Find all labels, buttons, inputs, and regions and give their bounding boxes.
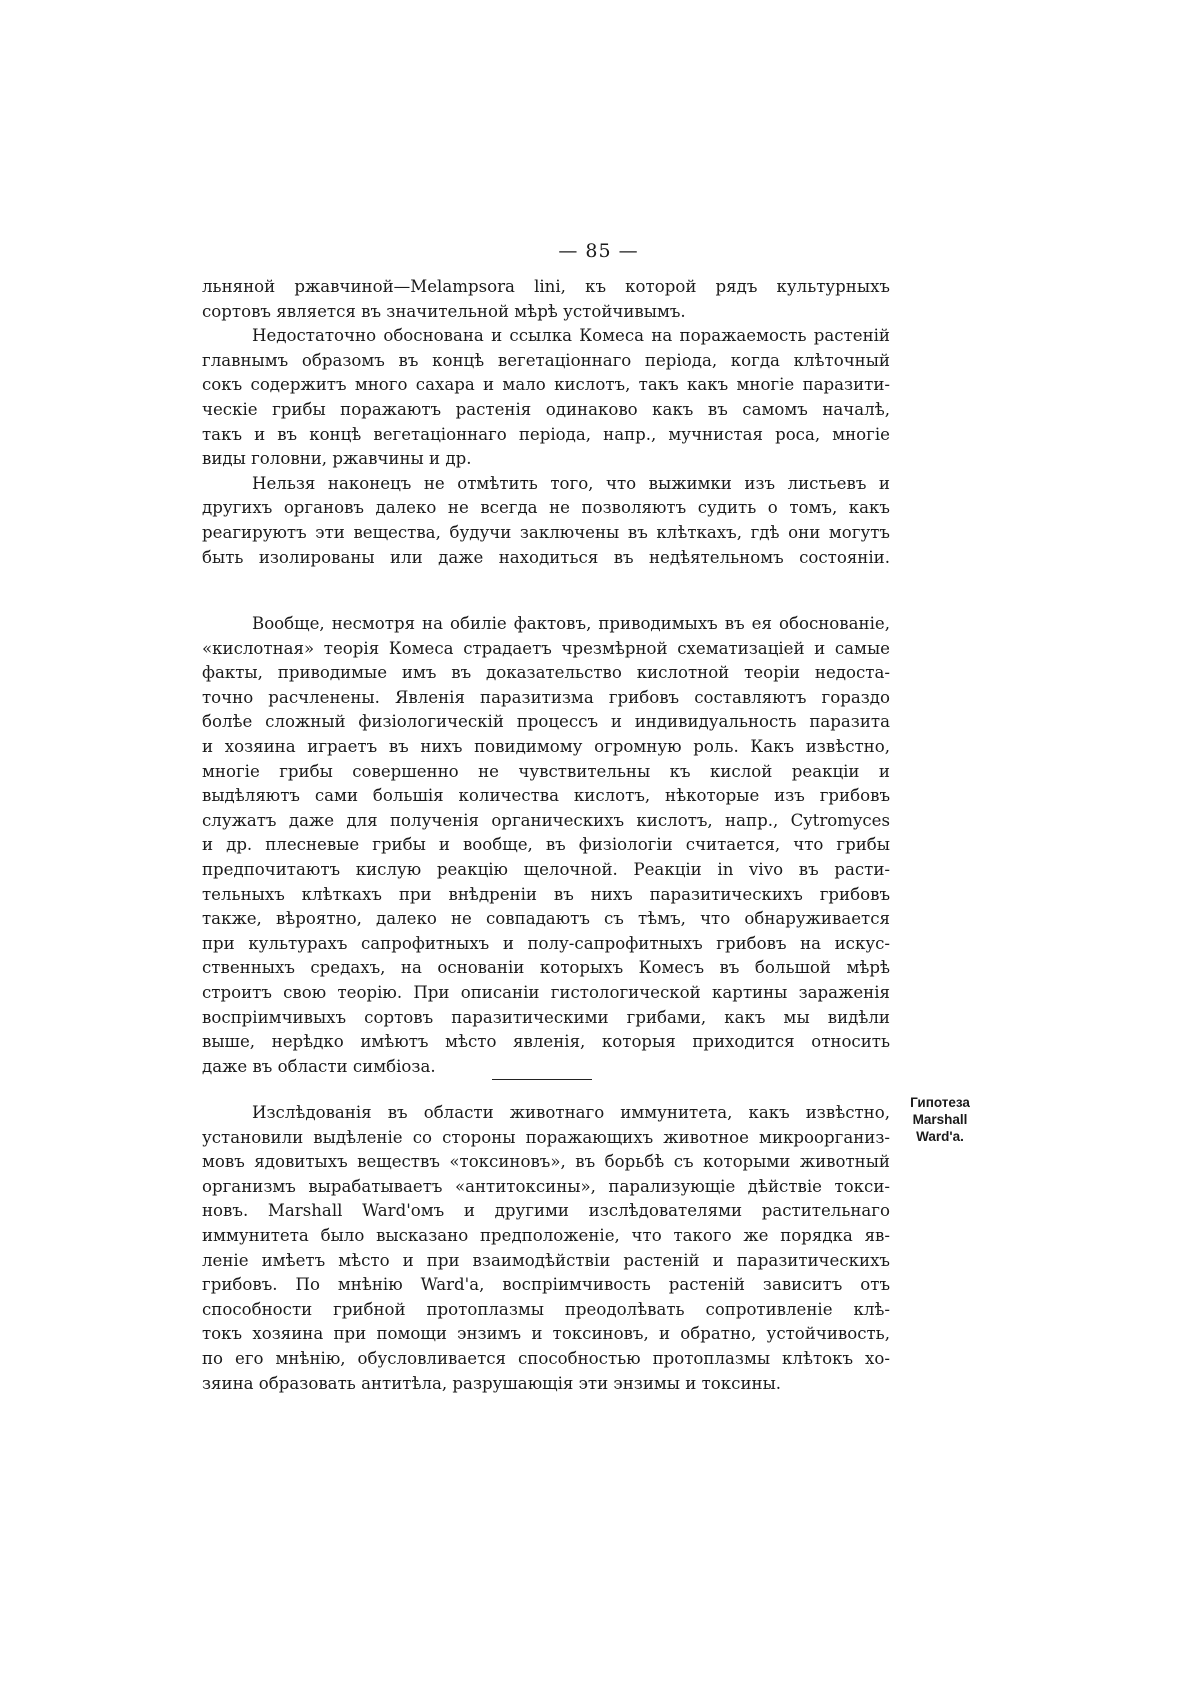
text-line: Изслѣдованія въ области животнаго иммунитета, какъ извѣстно,: [252, 1103, 890, 1122]
text-line: токъ хозяина при помощи энзимъ и токсиновъ, и обратно, устойчивость,: [202, 1324, 890, 1344]
text-line: строитъ свою теорію. При описаніи гистологической картины зараженія: [202, 982, 890, 1002]
text-line: тельныхъ клѣткахъ при внѣдреніи въ нихъ паразитическихъ грибовъ: [202, 884, 890, 904]
text-line: организмъ вырабатываетъ «антитоксины», парализующіе дѣйствіе токси-: [202, 1176, 890, 1196]
text-line: виды головни, ржавчины и др.: [202, 449, 472, 469]
margin-note-line: Гипотеза: [910, 1095, 970, 1110]
text-line: способности грибной протоплазмы преодолѣвать сопротивленіе клѣ-: [202, 1299, 890, 1319]
text-block-2: [202, 612, 890, 1079]
text-line: «кислотная» теорія Комеса страдаетъ чрезмѣрной схематизаціей и самые: [202, 638, 890, 658]
text-line: Нельзя наконецъ не отмѣтить того, что выжимки изъ листьевъ и: [252, 473, 890, 493]
text-line: факты, приводимые имъ въ доказательство кислотной теоріи недоста-: [202, 663, 890, 683]
text-line: быть изолированы или даже находиться въ недѣятельномъ состояніи.: [202, 547, 890, 567]
text-line: по его мнѣнію, обусловливается способностью протоплазмы клѣтокъ хо-: [202, 1348, 890, 1368]
text-block-1: [202, 275, 890, 570]
text-line: Недостаточно обоснована и ссылка Комеса на поражаемость растеній: [252, 326, 890, 346]
text-line: ческіе грибы поражаютъ растенія одинаково какъ въ самомъ началѣ,: [202, 399, 890, 419]
paragraph-5: [202, 1101, 890, 1396]
text-line: и др. плесневые грибы и вообще, въ физіологіи считается, что грибы: [202, 835, 890, 855]
text-line: предпочитаютъ кислую реакцію щелочной. Реакціи in vivo въ расти-: [202, 859, 890, 879]
text-line: сортовъ является въ значительной мѣрѣ устойчивымъ.: [202, 301, 686, 321]
text-line: грибовъ. По мнѣнію Ward'a, воспріимчивость растеній зависитъ отъ: [202, 1275, 890, 1295]
paragraph-1: [202, 275, 890, 324]
text-line: леніе имѣетъ мѣсто и при взаимодѣйствіи растеній и паразитическихъ: [202, 1250, 890, 1270]
text-line: также, вѣроятно, далеко не совпадаютъ съ тѣмъ, что обнаруживается: [202, 909, 890, 929]
section-divider: [492, 1079, 592, 1080]
text-line: главнымъ образомъ въ концѣ вегетаціоннаго періода, когда клѣточный: [202, 350, 890, 370]
margin-note-line: Ward'a.: [916, 1129, 964, 1144]
margin-note: [900, 1094, 980, 1145]
text-line: даже въ области симбіоза.: [202, 1056, 436, 1076]
text-line: такъ и въ концѣ вегетаціоннаго періода, напр., мучнистая роса, многіе: [202, 424, 890, 444]
text-line: ственныхъ средахъ, на основаніи которыхъ Комесъ въ большой мѣрѣ: [202, 958, 890, 978]
text-block-3: [202, 1101, 890, 1396]
paragraph-3: [202, 472, 890, 570]
text-line: при культурахъ сапрофитныхъ и полу-сапрофитныхъ грибовъ на искус-: [202, 933, 890, 953]
text-line: реагируютъ эти вещества, будучи заключены въ клѣткахъ, гдѣ они могутъ: [202, 522, 890, 542]
text-line: льняной ржавчиной—Melampsora lini, къ которой рядъ культурныхъ: [202, 277, 890, 296]
text-line: установили выдѣленіе со стороны поражающихъ животное микроорганиз-: [202, 1127, 890, 1147]
text-line: сокъ содержитъ много сахара и мало кислотъ, такъ какъ многіе паразити-: [202, 375, 890, 395]
page-number: — 85 —: [558, 240, 639, 262]
text-line: мовъ ядовитыхъ веществъ «токсиновъ», въ борьбѣ съ которыми животный: [202, 1152, 890, 1172]
text-line: точно расчленены. Явленія паразитизма грибовъ составляютъ гораздо: [202, 687, 890, 707]
text-line: болѣе сложный физіологическій процессъ и индивидуальность паразита: [202, 712, 890, 732]
text-line: воспріимчивыхъ сортовъ паразитическими грибами, какъ мы видѣли: [202, 1007, 890, 1027]
text-line: выше, нерѣдко имѣютъ мѣсто явленія, которыя приходится относить: [202, 1032, 890, 1052]
paragraph-2: [202, 324, 890, 472]
margin-note-line: Marshall: [912, 1112, 968, 1127]
text-line: Вообще, несмотря на обиліе фактовъ, приводимыхъ въ ея обоснованіе,: [252, 614, 890, 633]
text-line: другихъ органовъ далеко не всегда не позволяютъ судить о томъ, какъ: [202, 498, 890, 518]
text-line: служатъ даже для полученія органическихъ кислотъ, напр., Cytromyces: [202, 810, 890, 830]
text-line: иммунитета было высказано предположеніе, что такого же порядка яв-: [202, 1225, 890, 1245]
text-line: новъ. Marshall Ward'омъ и другими изслѣдователями растительнаго: [202, 1201, 890, 1221]
text-line: многіе грибы совершенно не чувствительны къ кислой реакціи и: [202, 761, 890, 781]
text-line: и хозяина играетъ въ нихъ повидимому огромную роль. Какъ извѣстно,: [202, 736, 890, 756]
text-line: зяина образовать антитѣла, разрушающія эти энзимы и токсины.: [202, 1373, 782, 1393]
text-line: выдѣляютъ сами большія количества кислотъ, нѣкоторые изъ грибовъ: [202, 786, 890, 806]
paragraph-4: [202, 612, 890, 1079]
